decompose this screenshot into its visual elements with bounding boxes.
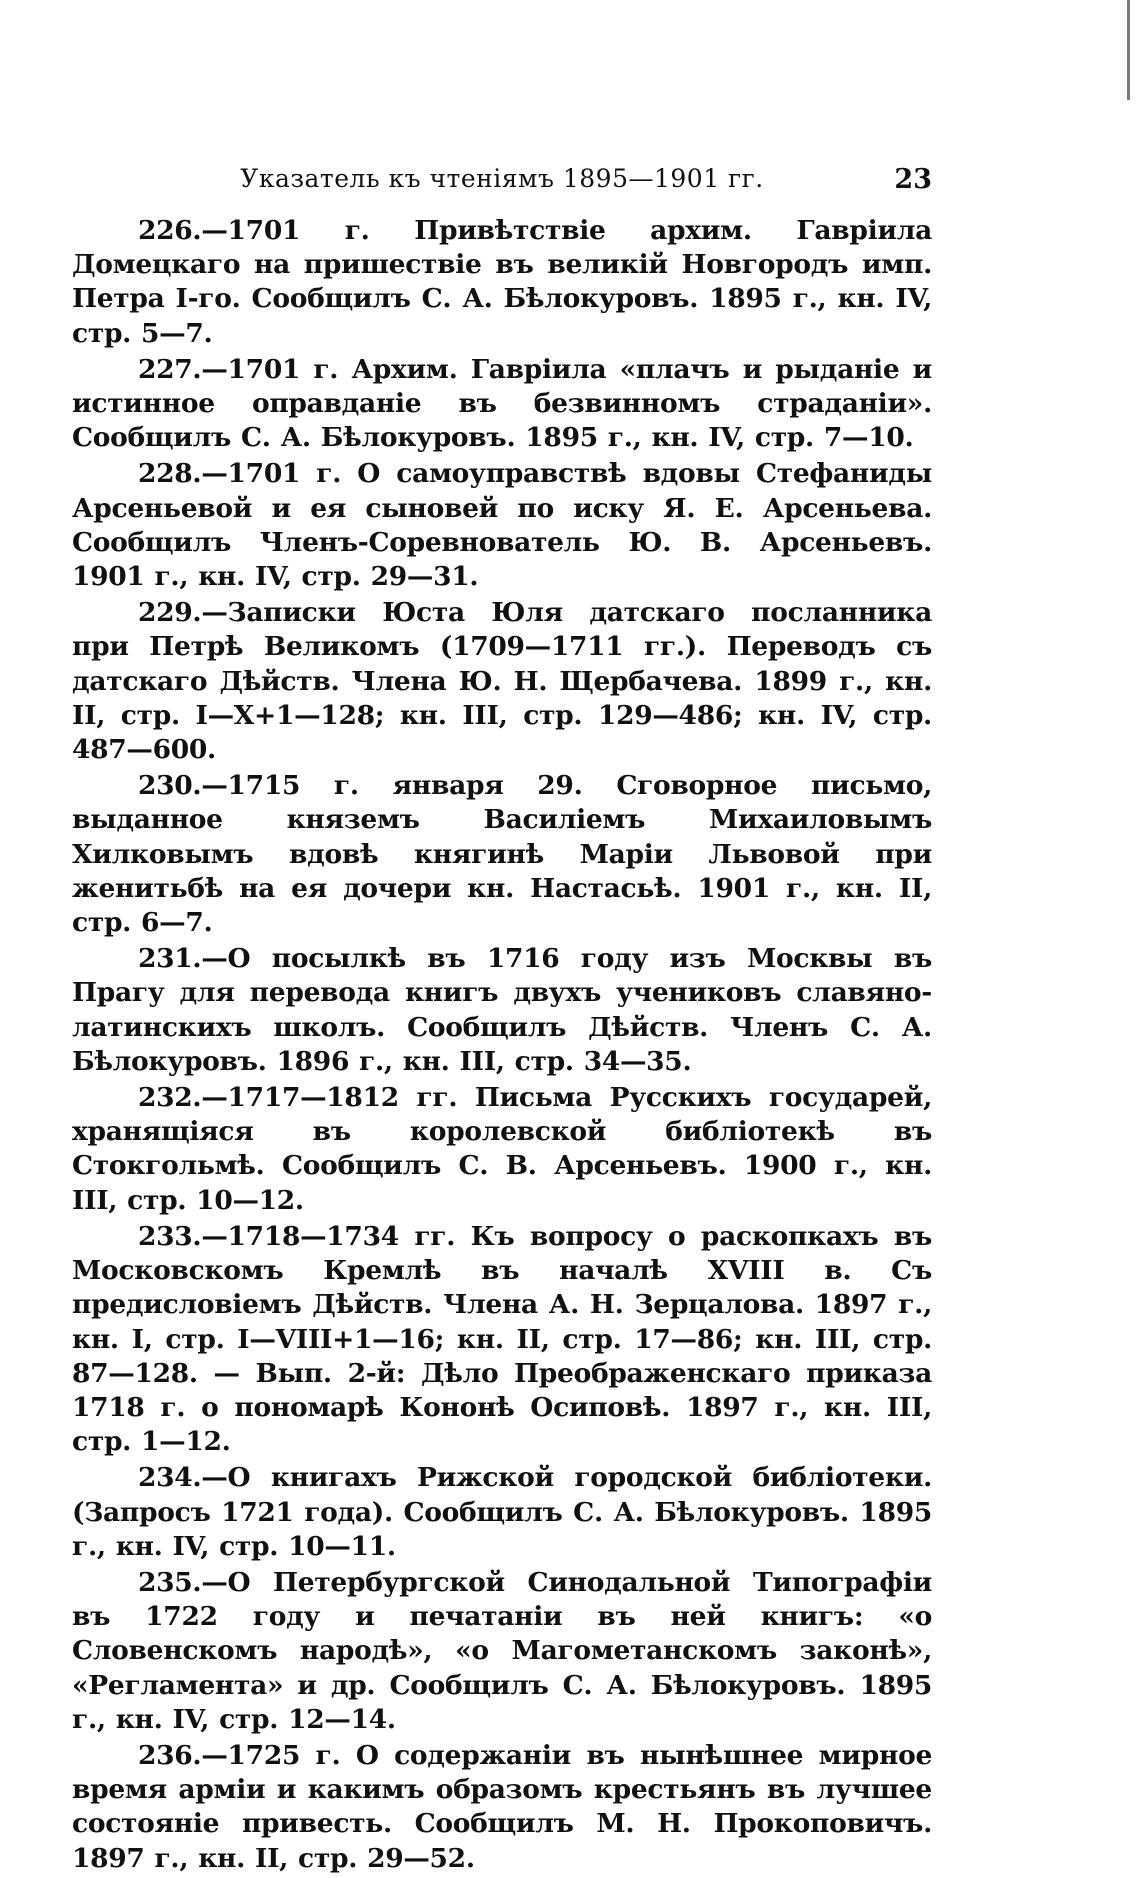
index-entry-232: 232.—1717—1812 гг. Письма Русскихъ государей, хранящіяся въ королевской библіотекѣ въ Стокгольмѣ. Сообщилъ С. В. Арсеньевъ. 1900 г., кн. III, стр. 10—12. [72, 1082, 932, 1216]
running-title: Указатель къ чтеніямъ 1895—1901 гг. [240, 164, 764, 193]
index-entry-236: 236.—1725 г. О содержаніи въ нынѣшнее мирное время арміи и какимъ образомъ крестьянъ въ лучшее состояніе привесть. Сообщилъ М. Н. Прокоповичъ. 1897 г., кн. II, стр. 29—52. [72, 1739, 932, 1874]
index-entry-235: 235.—О Петербургской Синодальной Типографіи въ 1722 году и печатаніи въ ней книгъ: «о Словенскомъ народѣ», «о Магометанскомъ законѣ», «Регламента» и др. Сообщилъ С. А. Бѣлокуровъ. 1895 г., кн. IV, стр. 12—14. [72, 1566, 932, 1735]
index-entry-226: 226.—1701 г. Привѣтствіе архим. Гавріила Домецкаго на пришествіе въ великій Новгородъ имп. Петра I-го. Сообщилъ С. А. Бѣлокуровъ. 1895 г., кн. IV, стр. 5—7. [72, 215, 932, 349]
index-entries [72, 214, 932, 1878]
page-edge-mark [1127, 0, 1130, 100]
running-head [72, 164, 932, 204]
index-entry-227: 227.—1701 г. Архим. Гавріила «плачъ и рыданіе и истинное оправданіе въ безвинномъ страданіи». Сообщилъ С. А. Бѣлокуровъ. 1895 г., кн. IV, стр. 7—10. [72, 353, 932, 454]
index-entry-234: 234.—О книгахъ Рижской городской библіотеки. (Запросъ 1721 года). Сообщилъ С. А. Бѣлокуровъ. 1895 г., кн. IV, стр. 10—11. [72, 1462, 932, 1562]
page-number: 23 [894, 164, 932, 195]
index-entry-229: 229.—Записки Юста Юля датскаго посланника при Петрѣ Великомъ (1709—1711 гг.). Переводъ съ датскаго Дѣйств. Члена Ю. Н. Щербачева. 1899 г., кн. II, стр. I—X+1—128; кн. III, стр. 129—486; кн. IV, стр. 487—600. [72, 597, 932, 766]
index-entry-233: 233.—1718—1734 гг. Къ вопросу о раскопкахъ въ Московскомъ Кремлѣ въ началѣ XVIII в. Съ предисловіемъ Дѣйств. Члена А. Н. Зерцалова. 1897 г., кн. I, стр. I—VIII+1—16; кн. II, стр. 17—86; кн. III, стр. 87—128. — Вып. 2-й: Дѣло Преображенскаго приказа 1718 г. о пономарѣ Кононѣ Осиповѣ. 1897 г., кн. III, стр. 1—12. [72, 1220, 932, 1458]
index-entry-228: 228.—1701 г. О самоуправствѣ вдовы Стефаниды Арсеньевой и ея сыновей по иску Я. Е. Арсеньева. Сообщилъ Членъ-Соревнователь Ю. В. Арсеньевъ. 1901 г., кн. IV, стр. 29—31. [72, 458, 932, 593]
index-entry-231: 231.—О посылкѣ въ 1716 году изъ Москвы въ Прагу для перевода книгъ двухъ учениковъ славяно-латинскихъ школъ. Сообщилъ Дѣйств. Членъ С. А. Бѣлокуровъ. 1896 г., кн. III, стр. 34—35. [72, 943, 932, 1077]
index-entry-230: 230.—1715 г. января 29. Сговорное письмо, выданное княземъ Василіемъ Михаиловымъ Хилковымъ вдовѣ княгинѣ Маріи Львовой при женитьбѣ на ея дочери кн. Настасьѣ. 1901 г., кн. II, стр. 6—7. [72, 770, 932, 939]
